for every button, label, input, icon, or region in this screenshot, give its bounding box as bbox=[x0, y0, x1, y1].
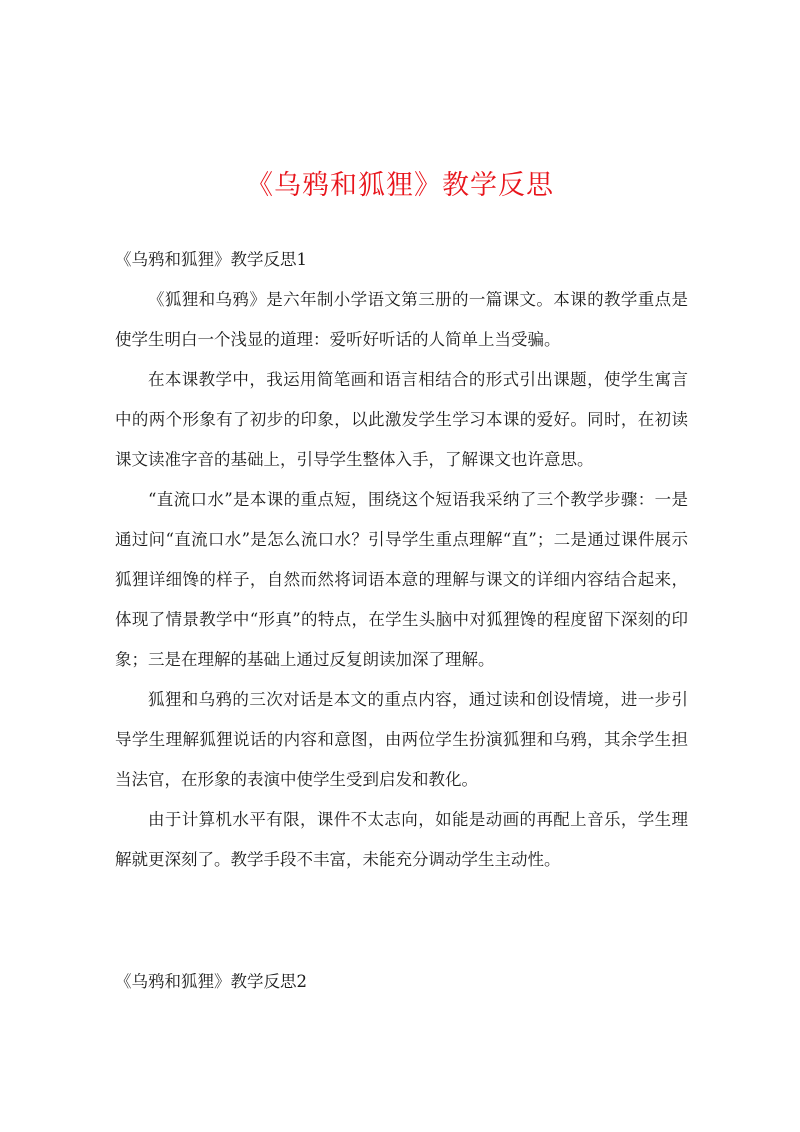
paragraph-5: 由于计算机水平有限，课件不太志向，如能是动画的再配上音乐，学生理解就更深刻了。教学手段不丰富，未能充分调动学生主动性。 bbox=[115, 810, 688, 869]
paragraph-4: 狐狸和乌鸦的三次对话是本文的重点内容，通过读和创设情境，进一步引导学生理解狐狸说话的内容和意图，由两位学生扮演狐狸和乌鸦，其余学生担当法官，在形象的表演中使学生受到启发和教化。 bbox=[115, 690, 688, 789]
paragraph-1: 《狐狸和乌鸦》是六年制小学语文第三册的一篇课文。本课的教学重点是使学生明白一个浅显的道理：爱听好听话的人简单上当受骗。 bbox=[115, 290, 688, 349]
paragraph-2: 在本课教学中，我运用简笔画和语言相结合的形式引出课题，使学生寓言中的两个形象有了初步的印象，以此激发学生学习本课的爱好。同时，在初读课文读准字音的基础上，引导学生整体入手，了解课文也许意思。 bbox=[115, 370, 688, 469]
section-heading-2: 《乌鸦和狐狸》教学反思2 bbox=[115, 972, 307, 991]
section-heading-1: 《乌鸦和狐狸》教学反思1 bbox=[115, 250, 307, 269]
document-body bbox=[115, 240, 688, 880]
document-title: 《乌鸦和狐狸》教学反思 bbox=[246, 170, 554, 201]
paragraph-3: “直流口水”是本课的重点短，围绕这个短语我采纳了三个教学步骤：一是通过问“直流口水”是怎么流口水？引导学生重点理解“直”；二是通过课件展示狐狸详细馋的样子，自然而然将词语本意的理解与课文的详细内容结合起来，体现了情景教学中“形真”的特点，在学生头脑中对狐狸馋的程度留下深刻的印象；三是在理解的基础上通过反复朗读加深了理解。 bbox=[115, 490, 688, 669]
